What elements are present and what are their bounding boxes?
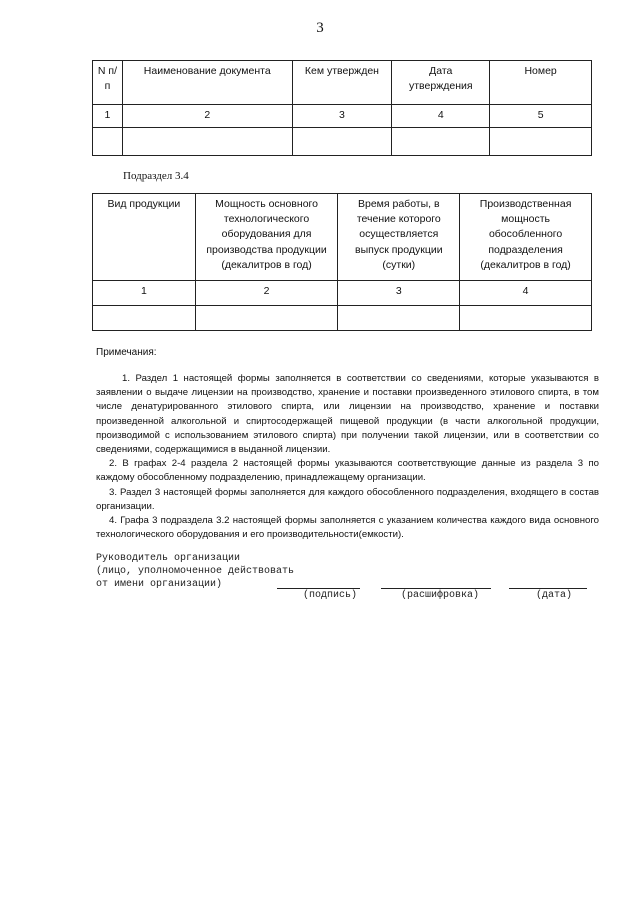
notes-heading: Примечания: — [96, 347, 157, 358]
notes — [96, 372, 599, 542]
note: 4. Графа 3 подраздела 3.2 настоящей формы заполняется с указанием количества каждого вида основного технологического оборудования и его производительности(емкости). — [96, 515, 599, 541]
header-cell: Время работы, в течение которого осуществляется выпуск продукции (сутки) — [338, 194, 460, 281]
date-caption: (дата) — [536, 590, 573, 601]
subsection-title: Подраздел 3.4 — [123, 170, 189, 182]
signatory-label: Руководитель организации (лицо, уполномоченное действовать от имени организации) — [96, 553, 295, 590]
number-cell: 3 — [292, 105, 392, 128]
number-cell: 4 — [460, 281, 592, 306]
decoding-caption: (расшифровка) — [401, 590, 480, 601]
header-cell: Дата утверждения — [392, 61, 490, 105]
note: 3. Раздел 3 настоящей формы заполняется для каждого обособленного подразделения, входящего в состав организации. — [96, 486, 599, 512]
page-number: 3 — [316, 20, 324, 36]
number-cell: 4 — [392, 105, 490, 128]
number-cell: 1 — [93, 281, 196, 306]
empty-row — [93, 128, 592, 156]
number-cell: 5 — [490, 105, 592, 128]
header-cell: Кем утвержден — [292, 61, 392, 105]
header-cell: Мощность основного технологического оборудования для производства продукции (декалитров в год) — [195, 194, 338, 281]
signature-caption: (подпись) — [303, 590, 358, 601]
header-cell: Наименование документа — [122, 61, 292, 105]
number-cell: 2 — [195, 281, 338, 306]
date-line — [509, 588, 587, 589]
note: 2. В графах 2-4 раздела 2 настоящей формы указываются соответствующие данные из раздела 3 по каждому обособленному подразделению, принадлежащему организации. — [96, 458, 599, 484]
number-cell: 3 — [338, 281, 460, 306]
documents-table — [92, 60, 592, 156]
note: 1. Раздел 1 настоящей формы заполняется в соответствии со сведениями, которые указываются в заявлении о выдаче лицензии на производство, хранение и поставки произведенного этилового спирта, в том числе денатурированного этилового спирта, или лицензии на производство, хранение и поставки произведенной алкогольной и спиртосодержащей пищевой продукции (в части алкогольной продукции, производимой с использованием этилового спирта) при получении такой лицензии, или в соответствии со сведениями, содержащимися в выданной лицензии. — [96, 373, 599, 456]
number-cell: 1 — [93, 105, 123, 128]
empty-row — [93, 306, 592, 331]
header-cell: Производственная мощность обособленного подразделения (декалитров в год) — [460, 194, 592, 281]
number-cell: 2 — [122, 105, 292, 128]
header-cell: N п/п — [93, 61, 123, 105]
capacity-table — [92, 193, 592, 331]
header-cell: Номер — [490, 61, 592, 105]
header-cell: Вид продукции — [93, 194, 196, 281]
decoding-line — [381, 588, 491, 589]
signature-line — [277, 588, 360, 589]
